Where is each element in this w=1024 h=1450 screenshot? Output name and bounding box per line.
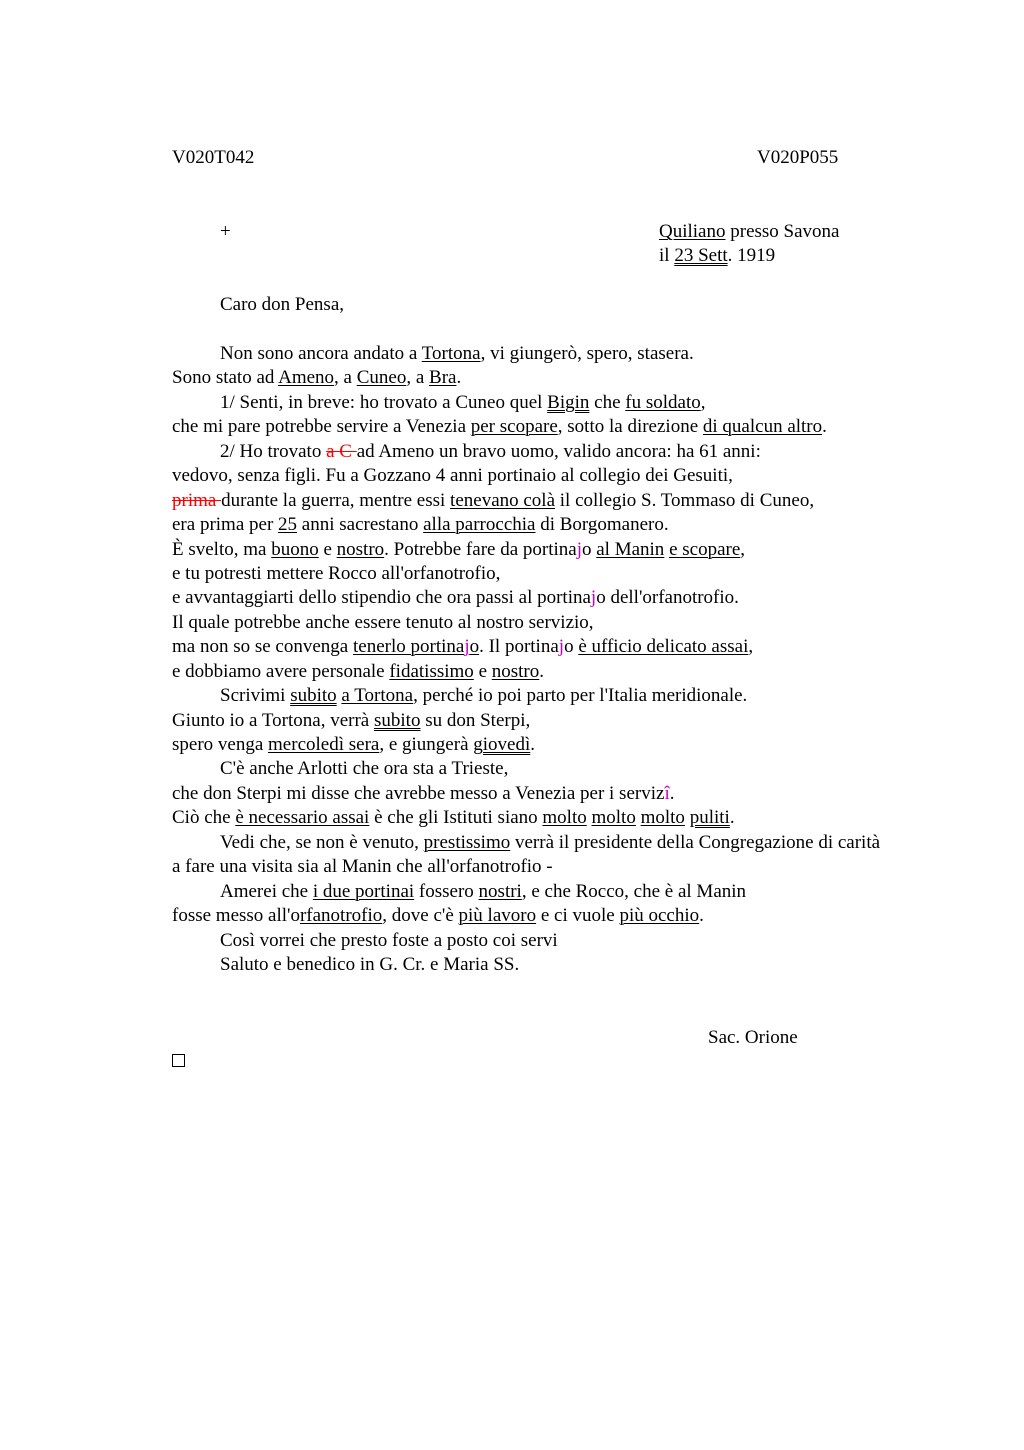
body-line: È svelto, ma buono e nostro. Potrebbe fare da portinajo al Manin e scopare, <box>172 538 746 560</box>
cross-mark: + <box>220 221 231 242</box>
body-line: Così vorrei che presto foste a posto coi servi <box>220 929 558 951</box>
body-line: Giunto io a Tortona, verrà subito su don Sterpi, <box>172 709 531 731</box>
body-line: C'è anche Arlotti che ora sta a Trieste, <box>220 758 509 780</box>
letter-date: il 23 Sett. 1919 <box>659 245 776 266</box>
body-line: e tu potresti mettere Rocco all'orfanotrofio, <box>172 562 501 584</box>
body-line: 2/ Ho trovato a C ad Ameno un bravo uomo, valido ancora: ha 61 anni: <box>220 440 761 462</box>
body-line: e avvantaggiarti dello stipendio che ora passi al portinajo dell'orfanotrofio. <box>172 587 739 609</box>
signature: Sac. Orione <box>708 1027 798 1048</box>
inserted-letter: j <box>558 636 565 658</box>
body-line: Non sono ancora andato a Tortona, vi giungerò, spero, stasera. <box>220 343 694 364</box>
salutation: Caro don Pensa, <box>220 294 345 315</box>
body-line: ma non so se convenga tenerlo portinajo. Il portinajo è ufficio delicato assai, <box>172 636 754 658</box>
letter-place: Quiliano presso Savona <box>659 221 840 242</box>
body-line: 1/ Senti, in breve: ho trovato a Cuneo quel Bigin che fu soldato, <box>220 391 706 413</box>
body-line: Saluto e benedico in G. Cr. e Maria SS. <box>220 953 520 975</box>
body-line: era prima per 25 anni sacrestano alla parrocchia di Borgomanero. <box>172 514 669 536</box>
deleted-text: a C <box>326 440 357 462</box>
body-line: spero venga mercoledì sera, e giungerà giovedì. <box>172 734 535 755</box>
body-line: che don Sterpi mi disse che avrebbe messo a Venezia per i servizî. <box>172 782 675 804</box>
body-line: e dobbiamo avere personale fidatissimo e nostro. <box>172 660 544 682</box>
body-line: vedovo, senza figli. Fu a Gozzano 4 anni portinaio al collegio dei Gesuiti, <box>172 465 733 487</box>
inserted-letter: j <box>464 636 470 658</box>
body-line: Sono stato ad Ameno, a Cuneo, a Bra. <box>172 367 462 389</box>
body-line: Vedi che, se non è venuto, prestissimo verrà il presidente della Congregazione di carità <box>220 831 881 853</box>
inserted-letter: j <box>590 587 597 609</box>
deleted-text: prima <box>172 489 222 511</box>
body-line: Il quale potrebbe anche essere tenuto al nostro servizio, <box>172 611 594 633</box>
body-line: prima durante la guerra, mentre essi tenevano colà il collegio S. Tommaso di Cuneo, <box>172 489 815 511</box>
inserted-letter: î <box>664 782 670 804</box>
document-code-left: V020T042 <box>172 147 255 168</box>
end-box-icon <box>172 1054 185 1067</box>
body-line: Ciò che è necessario assai è che gli Istituti siano molto molto molto puliti. <box>172 807 735 829</box>
body-line: a fare una visita sia al Manin che all'orfanotrofio - <box>172 856 553 878</box>
body-line: fosse messo all'orfanotrofio, dove c'è più lavoro e ci vuole più occhio. <box>172 905 704 927</box>
inserted-letter: j <box>576 538 582 560</box>
body-line: che mi pare potrebbe servire a Venezia per scopare, sotto la direzione di qualcun altro. <box>172 416 827 438</box>
body-line: Amerei che i due portinai fossero nostri, e che Rocco, che è al Manin <box>220 880 747 902</box>
document-code-right: V020P055 <box>757 147 839 168</box>
letter-body <box>172 342 912 977</box>
body-line: Scrivimi subito a Tortona, perché io poi parto per l'Italia meridionale. <box>220 685 748 707</box>
